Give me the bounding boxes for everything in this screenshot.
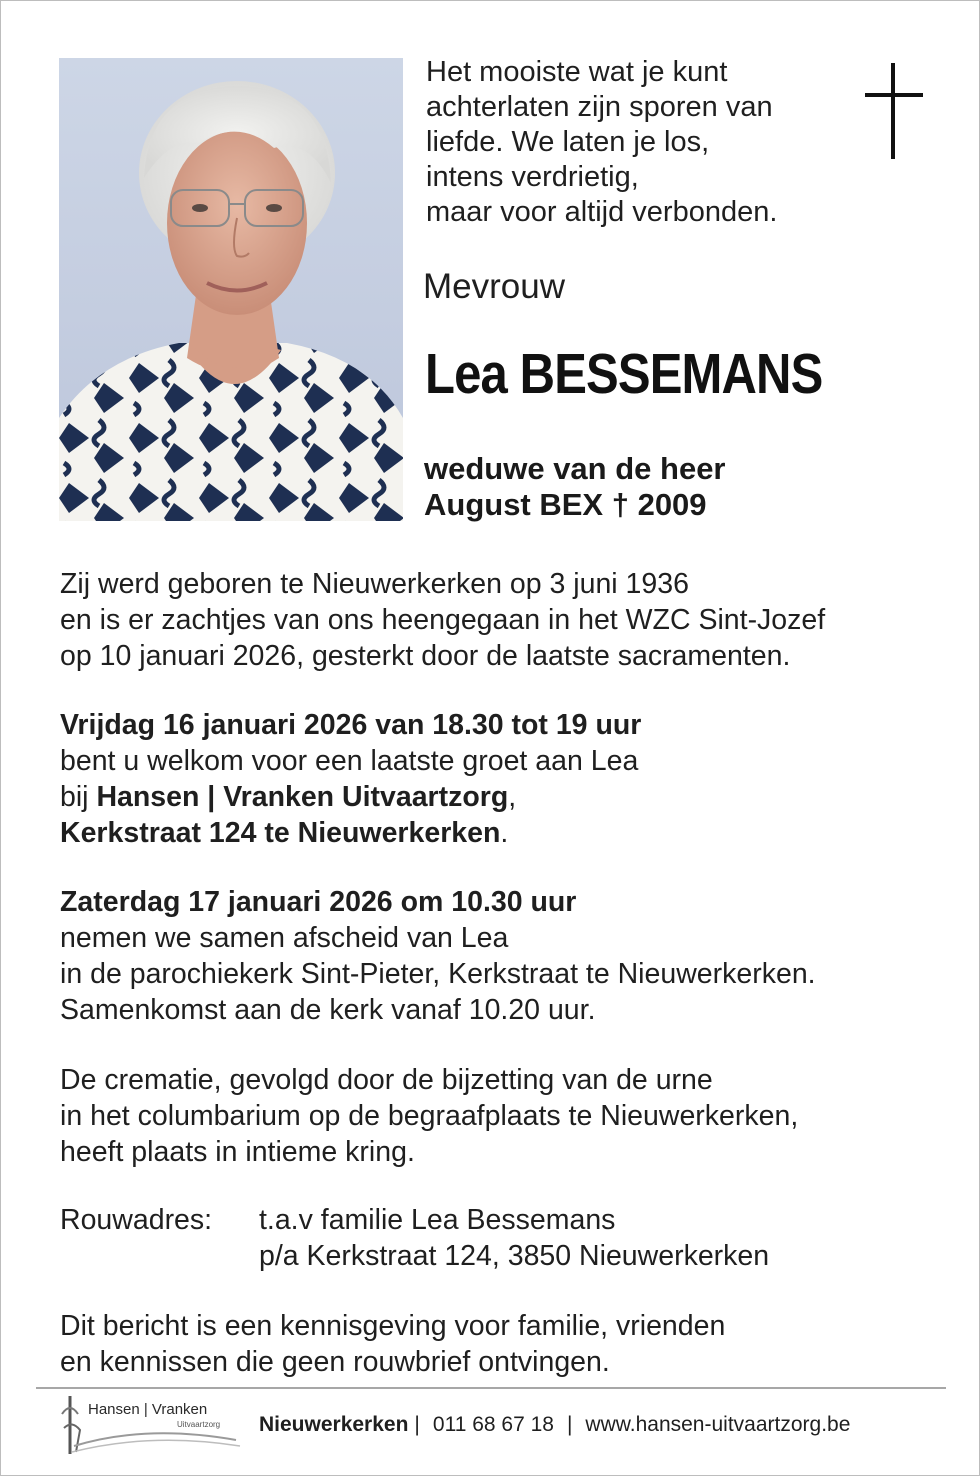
visitation-paragraph: [60, 707, 641, 851]
visitation-period: .: [500, 817, 509, 849]
logo-subtitle: Uitvaartzorg: [177, 1420, 221, 1429]
birth-line: Zij werd geboren te Nieuwerkerken op 3 juni 1936: [60, 568, 689, 600]
cross-icon: [865, 63, 923, 159]
deceased-name: Lea BESSEMANS: [425, 342, 823, 406]
cremation-paragraph: [60, 1062, 798, 1170]
funeral-home-street: Kerkstraat 124 te Nieuwerkerken: [60, 817, 501, 849]
birth-line: op 10 januari 2026, gesterkt door de laatste sacramenten.: [60, 640, 791, 672]
widow-line: weduwe van de heer: [424, 451, 726, 486]
mourning-address: [60, 1202, 769, 1274]
cremation-line: De crematie, gevolgd door de bijzetting van de urne: [60, 1064, 713, 1096]
footer-separator: |: [566, 1413, 573, 1436]
honorific: Mevrouw: [423, 267, 565, 306]
poem-line: achterlaten zijn sporen van: [426, 91, 773, 123]
notice-paragraph: [60, 1308, 725, 1380]
birth-paragraph: [60, 566, 825, 674]
portrait-photo: [59, 58, 403, 521]
widow-line: August BEX † 2009: [424, 487, 707, 522]
poem-line: intens verdrietig,: [426, 161, 639, 193]
notice-line: Dit bericht is een kennisgeving voor familie, vrienden: [60, 1310, 726, 1342]
ceremony-line: Samenkomst aan de kerk vanaf 10.20 uur.: [60, 994, 596, 1026]
cremation-line: heeft plaats in intieme kring.: [60, 1136, 415, 1168]
cremation-line: in het columbarium op de begraafplaats te Nieuwerkerken,: [60, 1100, 799, 1132]
notice-line: en kennissen die geen rouwbrief ontvingen.: [60, 1346, 610, 1378]
ceremony-paragraph: [60, 884, 816, 1028]
visitation-location: [60, 779, 641, 815]
visitation-comma: ,: [508, 781, 517, 813]
address-line: t.a.v familie Lea Bessemans: [259, 1204, 616, 1236]
poem-line: maar voor altijd verbonden.: [426, 196, 778, 228]
footer-phone[interactable]: 011 68 67 18: [432, 1413, 554, 1436]
address-line: p/a Kerkstraat 124, 3850 Nieuwerkerken: [259, 1240, 770, 1272]
poem: [426, 55, 777, 230]
visitation-bij: bij: [60, 781, 97, 813]
footer-divider: [36, 1387, 946, 1389]
ceremony-heading: Zaterdag 17 januari 2026 om 10.30 uur: [60, 886, 577, 918]
ceremony-line: nemen we samen afscheid van Lea: [60, 922, 509, 954]
footer-town: Nieuwerkerken: [259, 1413, 409, 1436]
poem-line: liefde. We laten je los,: [426, 126, 710, 158]
footer-website-link[interactable]: www.hansen-uitvaartzorg.be: [585, 1413, 851, 1436]
visitation-line: bent u welkom voor een laatste groet aan Lea: [60, 745, 639, 777]
footer-contact: [259, 1410, 850, 1440]
footer-separator: |: [414, 1413, 420, 1436]
logo-name: Hansen | Vranken: [88, 1401, 208, 1418]
widow-note: [424, 451, 726, 523]
visitation-heading: Vrijdag 16 januari 2026 van 18.30 tot 19 uur: [60, 709, 642, 741]
funeral-home-name: Hansen | Vranken Uitvaartzorg: [96, 781, 509, 813]
address-label: Rouwadres:: [60, 1204, 213, 1236]
poem-line: Het mooiste wat je kunt: [426, 56, 728, 88]
ceremony-line: in de parochiekerk Sint-Pieter, Kerkstraat te Nieuwerkerken.: [60, 958, 816, 990]
birth-line: en is er zachtjes van ons heengegaan in het WZC Sint-Jozef: [60, 604, 826, 636]
